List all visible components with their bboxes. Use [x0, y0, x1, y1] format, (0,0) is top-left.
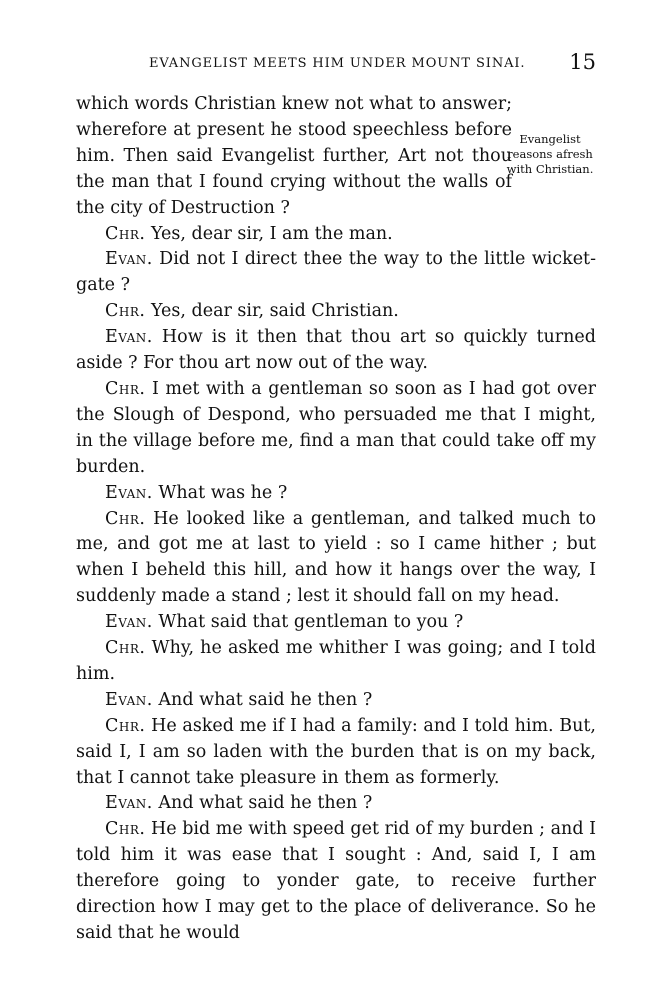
speaker-label: Chr.	[105, 508, 146, 529]
speaker-label: Chr.	[105, 819, 146, 840]
dialogue-paragraph	[76, 688, 596, 714]
margin-note-line: Evangelist	[519, 132, 581, 146]
paragraph-text: which words Christian knew not what to answer; wherefore at present he stood speechless before him. Then said Evangelist further, Art not thou the man that I found crying without the walls of the city of Destruction ?	[76, 94, 512, 218]
dialogue-paragraph	[76, 299, 596, 325]
speaker-label: Evan.	[105, 249, 153, 270]
dialogue-paragraph	[76, 247, 596, 299]
dialogue-text: He bid me with speed get rid of my burden ; and I told him it was ease that I sought : And, said I, I am therefore going to yonder gate, to receive further direction how I may get to the place of deliverance. So he said that he would	[76, 819, 596, 943]
dialogue-paragraph	[76, 817, 596, 947]
dialogue-paragraph	[76, 222, 596, 248]
dialogue-text: He asked me if I had a family: and I told him. But, said I, I am so laden with the burden that is on my back, that I cannot take pleasure in them as formerly.	[76, 715, 596, 788]
dialogue-paragraph	[76, 636, 596, 688]
speaker-label: Evan.	[105, 327, 153, 348]
dialogue-text: Yes, dear sir, said Christian.	[145, 301, 399, 322]
dialogue-paragraph	[76, 610, 596, 636]
dialogue-paragraph	[76, 377, 596, 481]
margin-note-line: with Christian.	[506, 162, 594, 176]
page-number: 15	[569, 50, 596, 74]
dialogue-text: Why, he asked me whither I was going; and I told him.	[76, 638, 596, 684]
speaker-label: Evan.	[105, 689, 153, 710]
dialogue-text: And what said he then ?	[152, 793, 373, 814]
dialogue-paragraph	[76, 714, 596, 792]
dialogue-paragraph	[76, 481, 596, 507]
dialogue-text: I met with a gentleman so soon as I had got over the Slough of Despond, who persuaded me that I might, in the village before me, find a man that could take off my burden.	[76, 378, 596, 477]
margin-note-line: reasons afresh	[507, 147, 593, 161]
page-header	[76, 50, 596, 80]
dialogue-text: How is it then that thou art so quickly turned aside ? For thou art now out of the way.	[76, 327, 596, 374]
dialogue-text: What said that gentleman to you ?	[152, 612, 464, 633]
dialogue-text: Did not I direct thee the way to the little wicket-gate ?	[76, 249, 596, 296]
paragraph	[76, 92, 596, 222]
dialogue-paragraph	[76, 507, 596, 611]
speaker-label: Chr.	[105, 223, 146, 244]
speaker-label: Chr.	[105, 715, 146, 736]
dialogue-text: And what said he then ?	[152, 689, 373, 710]
dialogue-text: Yes, dear sir, I am the man.	[145, 223, 393, 244]
speaker-label: Evan.	[105, 612, 153, 633]
body-text	[76, 92, 596, 947]
speaker-label: Chr.	[105, 378, 146, 399]
speaker-label: Evan.	[105, 793, 153, 814]
dialogue-text: What was he ?	[152, 482, 288, 503]
dialogue-text: He looked like a gentleman, and talked much to me, and got me at last to yield : so I came hither ; but when I beheld this hill, and how it hangs over the way, I suddenly made a stand ; lest it should fall on my head.	[76, 508, 596, 607]
dialogue-paragraph	[76, 325, 596, 377]
dialogue-paragraph	[76, 791, 596, 817]
speaker-label: Chr.	[105, 301, 146, 322]
speaker-label: Evan.	[105, 482, 153, 503]
running-head: EVANGELIST MEETS HIM UNDER MOUNT SINAI.	[149, 56, 526, 71]
speaker-label: Chr.	[105, 638, 146, 659]
